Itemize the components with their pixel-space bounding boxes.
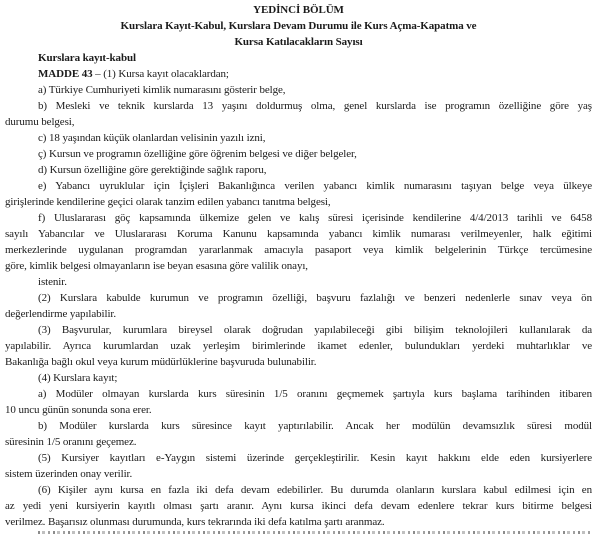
para-4a-line-1: a) Modüler olmayan kurslarda kurs süresinin 1/5 oranını geçmemek şartıyla kurs başlama tarihinden itibaren	[38, 388, 592, 400]
para-4b-line-1: b) Modüler kurslarda kurs süresince kayıt yaptırılabilir. Ancak her modülün devamsızlık süresi modül	[38, 420, 592, 432]
para-4b-line-2: süresinin 1/5 oranını geçemez.	[5, 436, 137, 448]
para-2-line-2: değerlendirme yapılabilir.	[5, 308, 117, 320]
article-opening-line: MADDE 43 – (1) Kursa kayıt olacaklardan;	[38, 68, 229, 80]
item-f-line-3: merkezlerinde uygulanan programdan yararlanmak amacıyla pasaport veya kimlik belgelerinin Türkçe tercümesine	[5, 244, 592, 256]
item-d-line: d) Kursun özelliğine göre gerektiğinde sağlık raporu,	[38, 164, 267, 176]
para-5-line-1: (5) Kursiyer kayıtları e-Yaygın sistemi üzerinde gerçekleştirilir. Kesin kayıt hakkını elde eden kursiyerlere	[38, 452, 592, 464]
para-4-line: (4) Kurslara kayıt;	[38, 372, 118, 384]
para-3-line-1: (3) Başvurular, kurumlara bireysel olarak doğrudan yapılabileceği gibi bilişim teknolojileri kullanılarak da	[38, 324, 592, 336]
chapter-title-line-2: Kurslara Kayıt-Kabul, Kurslara Devam Durumu ile Kurs Açma-Kapatma ve	[120, 20, 477, 32]
para-3-line-2: yapılabilir. Ayrıca kurumlardan uzak yerleşim birimlerinde ikamet edenler, bulundukları yerdeki muhtarlıklar ve	[5, 340, 592, 352]
item-f-line-4: göre, kimlik belgesi olmayanların ise beyan esasına göre valilik onayı,	[5, 260, 308, 272]
para-6-line-2: az yedi yeni kursiyerin kayıtlı olması şartı aranır. Aynı kursa ikinci defa devam edenlere tekrar kurs bitirme belgesi	[5, 500, 592, 512]
para-4a-line-2: 10 uncu günün sonunda sona erer.	[5, 404, 152, 416]
para-6-line-3: verilmez. Başarısız olunması durumunda, kurs tekrarında iki defa katılma şartı aranmaz.	[5, 516, 385, 528]
item-c-line: c) 18 yaşından küçük olanlardan velisinin yazılı izni,	[38, 132, 266, 144]
section-heading: Kurslara kayıt-kabul	[38, 52, 136, 64]
item-a-line: a) Türkiye Cumhuriyeti kimlik numarasını gösterir belge,	[38, 84, 286, 96]
item-b-line-1: b) Mesleki ve teknik kurslarda 13 yaşını doldurmuş olma, genel kurslarda ise programın özelliğine göre yaş	[38, 100, 592, 112]
para-6-line-1: (6) Kişiler aynı kursa en fazla iki defa devam edebilirler. Bu durumda olanların kurslara kabul edilmesi için en	[38, 484, 592, 496]
item-e-line-2: girişlerinde kendilerine geçici olarak tanzim edilen yabancı tanıtma belgesi,	[5, 196, 331, 208]
para-2-line-1: (2) Kurslara kabulde kurumun ve programın özelliği, başvuru fazlalığı ve benzeri nedenlerle sınav veya ön	[38, 292, 592, 304]
para-3-line-3: Bakanlığa bağlı okul veya kurum müdürlüklerine başvuruda bulunabilir.	[5, 356, 317, 368]
item-f-line-2: sayılı Yabancılar ve Uluslararası Koruma Kanunu kapsamında yabancı kimlik numarası verilmeyenler, halk eğitimi	[5, 228, 592, 240]
document-body	[5, 2, 592, 534]
item-e-line-1: e) Yabancı uyruklular için İçişleri Bakanlığınca verilen yabancı kimlik numarasını taşıyan belge veya ülkeye	[38, 180, 592, 192]
item-b-line-2: durumu belgesi,	[5, 116, 75, 128]
item-cc-line: ç) Kursun ve programın özelliğine göre öğrenim belgesi ve diğer belgeler,	[38, 148, 357, 160]
para-5-line-2: sistem üzerinden onay verilir.	[5, 468, 133, 480]
istenir-line: istenir.	[38, 276, 67, 288]
truncated-text-line	[5, 530, 592, 534]
chapter-title-line-3: Kursa Katılacakların Sayısı	[234, 36, 363, 48]
item-f-line-1: f) Uluslararası göç kapsamında ülkemize gelen ve kalış süresi içerisinde kendilerine 4/4/2013 tarihli ve 6458	[38, 212, 592, 224]
chapter-title-line-1: YEDİNCİ BÖLÜM	[253, 4, 344, 16]
